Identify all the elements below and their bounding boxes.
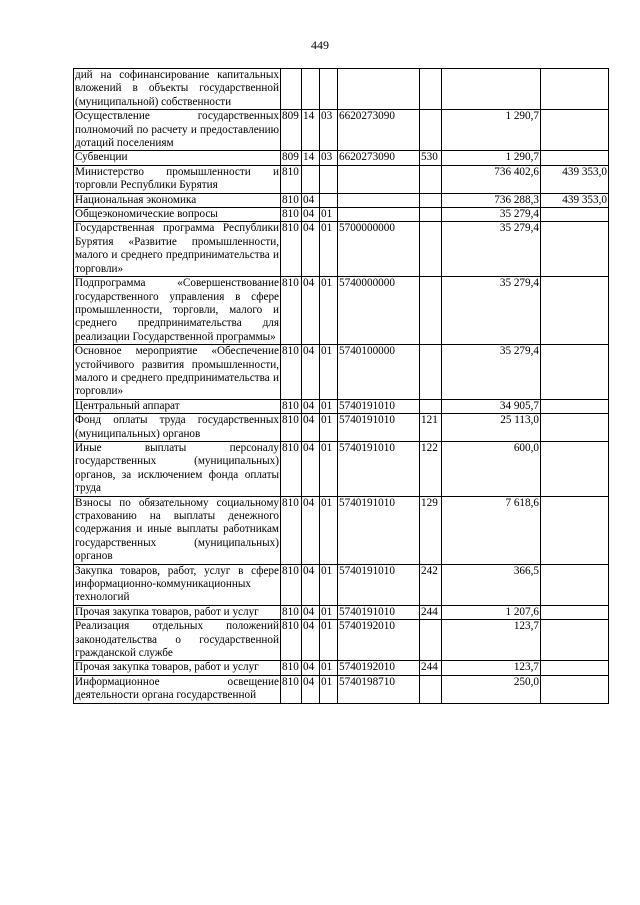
row-expense-type — [420, 620, 442, 661]
row-target-article: 6620273090 — [338, 151, 420, 165]
row-name: Закупка товаров, работ, услуг в сфере информационно-коммуникационных технологий — [75, 564, 279, 604]
row-amount-2 — [541, 277, 609, 345]
row-target-article — [338, 193, 420, 207]
row-ministry-code: 810 — [281, 496, 302, 564]
row-subsection-code: 01 — [320, 222, 338, 277]
row-name: Прочая закупка товаров, работ и услуг — [74, 605, 281, 619]
row-name: Прочая закупка товаров, работ и услуг — [74, 661, 281, 675]
row-subsection-code: 01 — [320, 675, 338, 703]
row-target-article: 5740191010 — [338, 605, 420, 619]
row-amount-1: 25 113,0 — [442, 414, 541, 442]
row-subsection-code: 01 — [320, 208, 338, 222]
row-name: Осуществление государственных полномочий по расчету и предоставлению дотаций поселениям — [75, 110, 279, 150]
row-ministry-code: 810 — [281, 165, 302, 193]
row-amount-1: 250,0 — [442, 675, 541, 703]
row-subsection-code: 03 — [320, 110, 338, 151]
row-target-article: 5740100000 — [338, 345, 420, 400]
table-row — [74, 110, 609, 151]
row-section-code: 04 — [302, 208, 320, 222]
row-section-code: 04 — [302, 399, 320, 413]
row-amount-2 — [541, 496, 609, 564]
table-row — [74, 564, 609, 605]
table-row — [74, 620, 609, 661]
row-name: Субвенции — [74, 151, 281, 165]
row-name: Информационное освещение деятельности органа государственной — [75, 675, 279, 702]
row-name: Национальная экономика — [74, 193, 281, 207]
table-row — [74, 69, 609, 110]
row-ministry-code: 810 — [281, 675, 302, 703]
row-subsection-code — [320, 165, 338, 193]
row-ministry-code: 810 — [281, 277, 302, 345]
table-row — [74, 193, 609, 207]
row-section-code: 04 — [302, 193, 320, 207]
row-target-article: 5740192010 — [338, 661, 420, 675]
row-subsection-code: 01 — [320, 496, 338, 564]
row-ministry-code: 810 — [281, 414, 302, 442]
row-section-code: 04 — [302, 496, 320, 564]
table-row — [74, 165, 609, 193]
table-row — [74, 675, 609, 703]
row-target-article: 5740191010 — [338, 564, 420, 605]
table-row — [74, 151, 609, 165]
row-subsection-code: 03 — [320, 151, 338, 165]
row-ministry-code: 810 — [281, 441, 302, 496]
row-expense-type — [420, 222, 442, 277]
row-expense-type: 122 — [420, 441, 442, 496]
row-amount-1: 123,7 — [442, 661, 541, 675]
row-target-article: 5740191010 — [338, 496, 420, 564]
row-amount-1: 35 279,4 — [442, 345, 541, 400]
row-amount-2 — [541, 675, 609, 703]
table-row — [74, 399, 609, 413]
table-row — [74, 345, 609, 400]
row-ministry-code: 810 — [281, 661, 302, 675]
row-amount-2 — [541, 414, 609, 442]
row-amount-1: 1 207,6 — [442, 605, 541, 619]
row-expense-type — [420, 277, 442, 345]
row-section-code: 04 — [302, 675, 320, 703]
row-section-code — [302, 69, 320, 110]
row-expense-type — [420, 345, 442, 400]
row-ministry-code: 810 — [281, 193, 302, 207]
row-section-code: 04 — [302, 605, 320, 619]
row-amount-1: 35 279,4 — [442, 277, 541, 345]
row-name: Взносы по обязательному социальному страхованию на выплаты денежного содержания и иные выплаты работникам государственных (муниципальных) органов — [75, 496, 279, 563]
row-section-code: 04 — [302, 222, 320, 277]
row-expense-type: 242 — [420, 564, 442, 605]
row-amount-1 — [442, 69, 541, 110]
row-amount-1: 123,7 — [442, 620, 541, 661]
row-amount-2 — [541, 605, 609, 619]
row-target-article — [338, 69, 420, 110]
row-subsection-code: 01 — [320, 277, 338, 345]
row-ministry-code: 810 — [281, 399, 302, 413]
row-section-code: 04 — [302, 620, 320, 661]
row-section-code: 04 — [302, 661, 320, 675]
row-amount-2 — [541, 399, 609, 413]
row-target-article: 5740192010 — [338, 620, 420, 661]
row-name: дий на софинансирование капитальных вложений в объекты государственной (муниципальной) собственности — [75, 69, 279, 108]
row-name: Подпрограмма «Совершенствование государственного управления в сфере промышленности, торговли, малого и среднего предпринимательства для реализации Государственной программы» — [75, 277, 279, 343]
table-row — [74, 277, 609, 345]
row-section-code: 04 — [302, 277, 320, 345]
row-target-article: 5700000000 — [338, 222, 420, 277]
row-section-code: 14 — [302, 151, 320, 165]
row-amount-2 — [541, 345, 609, 400]
row-expense-type: 244 — [420, 605, 442, 619]
row-section-code — [302, 165, 320, 193]
row-expense-type — [420, 69, 442, 110]
row-expense-type — [420, 193, 442, 207]
row-target-article: 5740191010 — [338, 441, 420, 496]
row-amount-1: 34 905,7 — [442, 399, 541, 413]
table-row — [74, 208, 609, 222]
row-expense-type: 244 — [420, 661, 442, 675]
row-subsection-code: 01 — [320, 399, 338, 413]
table-row — [74, 496, 609, 564]
row-name: Центральный аппарат — [74, 399, 281, 413]
row-expense-type — [420, 675, 442, 703]
table-row — [74, 605, 609, 619]
row-amount-2 — [541, 222, 609, 277]
row-subsection-code — [320, 193, 338, 207]
row-subsection-code: 01 — [320, 441, 338, 496]
row-subsection-code — [320, 69, 338, 110]
row-amount-1: 35 279,4 — [442, 208, 541, 222]
row-section-code: 04 — [302, 414, 320, 442]
row-amount-1: 1 290,7 — [442, 110, 541, 151]
row-amount-2 — [541, 110, 609, 151]
row-amount-1: 35 279,4 — [442, 222, 541, 277]
row-amount-2 — [541, 564, 609, 605]
row-amount-1: 736 402,6 — [442, 165, 541, 193]
row-amount-2 — [541, 69, 609, 110]
row-amount-2: 439 353,0 — [541, 165, 609, 193]
row-amount-1: 7 618,6 — [442, 496, 541, 564]
row-subsection-code: 01 — [320, 414, 338, 442]
row-target-article — [338, 208, 420, 222]
row-amount-1: 736 288,3 — [442, 193, 541, 207]
row-ministry-code: 810 — [281, 208, 302, 222]
row-ministry-code: 810 — [281, 620, 302, 661]
table-row — [74, 661, 609, 675]
row-section-code: 04 — [302, 564, 320, 605]
row-ministry-code: 810 — [281, 222, 302, 277]
budget-table — [73, 68, 609, 704]
row-subsection-code: 01 — [320, 620, 338, 661]
row-expense-type — [420, 110, 442, 151]
row-expense-type: 129 — [420, 496, 442, 564]
row-subsection-code: 01 — [320, 564, 338, 605]
row-amount-1: 366,5 — [442, 564, 541, 605]
row-subsection-code: 01 — [320, 661, 338, 675]
row-target-article: 5740000000 — [338, 277, 420, 345]
row-name: Основное мероприятие «Обеспечение устойчивого развития промышленности, малого и среднего предпринимательства и торговли» — [75, 345, 279, 398]
row-amount-2 — [541, 151, 609, 165]
row-ministry-code: 809 — [281, 110, 302, 151]
table-row — [74, 222, 609, 277]
row-section-code: 04 — [302, 345, 320, 400]
row-name: Государственная программа Республики Бурятия «Развитие промышленности, малого и среднего предпринимательства и торговли» — [75, 222, 279, 275]
row-target-article: 5740198710 — [338, 675, 420, 703]
row-target-article — [338, 165, 420, 193]
row-subsection-code: 01 — [320, 605, 338, 619]
row-name: Реализация отдельных положений законодательства о государственной гражданской службе — [75, 620, 279, 660]
row-name: Министерство промышленности и торговли Республики Бурятия — [75, 165, 279, 192]
row-target-article: 5740191010 — [338, 414, 420, 442]
row-expense-type: 121 — [420, 414, 442, 442]
row-amount-2 — [541, 620, 609, 661]
row-section-code: 04 — [302, 441, 320, 496]
row-expense-type — [420, 165, 442, 193]
row-amount-2: 439 353,0 — [541, 193, 609, 207]
row-name: Общеэкономические вопросы — [74, 208, 281, 222]
row-ministry-code: 810 — [281, 605, 302, 619]
row-target-article: 6620273090 — [338, 110, 420, 151]
table-row — [74, 414, 609, 442]
row-expense-type — [420, 208, 442, 222]
row-expense-type: 530 — [420, 151, 442, 165]
row-amount-1: 1 290,7 — [442, 151, 541, 165]
row-ministry-code: 810 — [281, 564, 302, 605]
row-ministry-code: 810 — [281, 345, 302, 400]
row-amount-1: 600,0 — [442, 441, 541, 496]
row-section-code: 14 — [302, 110, 320, 151]
row-target-article: 5740191010 — [338, 399, 420, 413]
table-row — [74, 441, 609, 496]
row-amount-2 — [541, 208, 609, 222]
row-expense-type — [420, 399, 442, 413]
row-subsection-code: 01 — [320, 345, 338, 400]
row-ministry-code: 809 — [281, 151, 302, 165]
row-name: Иные выплаты персоналу государственных (муниципальных) органов, за исключением фонда оплаты труда — [75, 441, 279, 495]
row-ministry-code — [281, 69, 302, 110]
row-amount-2 — [541, 661, 609, 675]
row-name: Фонд оплаты труда государственных (муниципальных) органов — [75, 414, 279, 440]
row-amount-2 — [541, 441, 609, 496]
page-number: 449 — [311, 38, 329, 52]
